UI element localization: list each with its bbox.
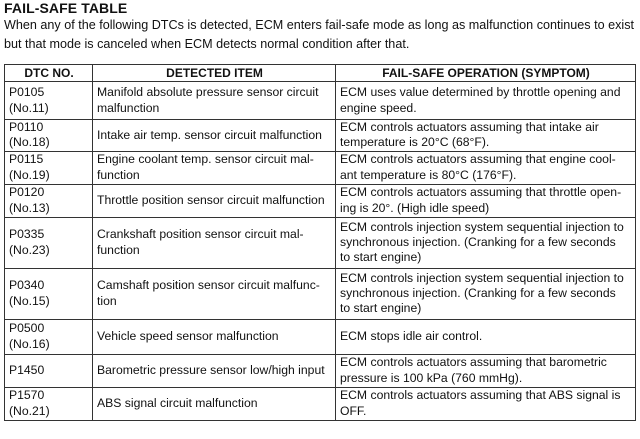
fail-safe-operation-line: engine speed.: [340, 100, 417, 115]
dtc-code: P0120: [9, 185, 45, 200]
table-row: [5, 354, 636, 387]
dtc-cell: [5, 354, 93, 387]
dtc-code: P0115: [9, 152, 44, 167]
dtc-code: P0500: [9, 321, 45, 336]
dtc-code: P0105: [9, 85, 45, 100]
fail-safe-operation-line: ECM controls actuators assuming that throttle open-: [340, 185, 622, 200]
fail-safe-operation-line: ECM controls actuators assuming that ABS signal is: [340, 388, 621, 403]
detected-item-cell: [93, 354, 336, 387]
fail-safe-operation-cell: [336, 354, 636, 387]
fail-safe-table: [4, 64, 636, 421]
detected-item-cell: [93, 82, 336, 120]
detected-item-cell: [93, 268, 336, 319]
fail-safe-operation-line: pressure is 100 kPa (760 mmHg).: [340, 370, 523, 385]
fail-safe-operation-line: ECM stops idle air control.: [340, 328, 483, 343]
fail-safe-operation-line: ECM controls actuators assuming that intake air: [340, 120, 599, 134]
detected-item-cell: [93, 184, 336, 217]
intro-line: When any of the following DTCs is detected, ECM enters fail-safe mode as long as malfunction continues to exist: [4, 18, 634, 32]
dtc-number: (No.16): [9, 336, 50, 351]
detected-item-line: Throttle position sensor circuit malfunction: [97, 192, 325, 207]
detected-item-line: Intake air temp. sensor circuit malfunction: [97, 127, 322, 142]
fail-safe-operation-cell: [336, 184, 636, 217]
detected-item-cell: [93, 217, 336, 268]
table-body: [5, 82, 636, 421]
fail-safe-operation-line: ECM controls injection system sequential injection to: [340, 270, 624, 285]
table-row: [5, 82, 636, 120]
detected-item-line: Engine coolant temp. sensor circuit mal-: [97, 152, 314, 167]
fail-safe-operation-cell: [336, 217, 636, 268]
dtc-code: P0340: [9, 278, 45, 293]
dtc-number: (No.11): [9, 100, 49, 115]
table-row: [5, 184, 636, 217]
detected-item-line: ABS signal circuit malfunction: [97, 395, 258, 410]
dtc-number: (No.23): [9, 242, 50, 257]
fail-safe-operation-line: ECM controls actuators assuming that barometric: [340, 355, 607, 370]
intro-line: but that mode is canceled when ECM detects normal condition after that.: [4, 37, 410, 51]
header-dtc-no: DTC NO.: [5, 65, 93, 82]
detected-item-line: Crankshaft position sensor circuit mal-: [97, 227, 304, 242]
fail-safe-operation-cell: [336, 387, 636, 420]
detected-item-line: Manifold absolute pressure sensor circuit: [97, 85, 319, 100]
dtc-number: (No.21): [9, 403, 50, 418]
fail-safe-operation-line: synchronous injection. (Cranking for a few seconds: [340, 285, 616, 300]
fail-safe-operation-line: to start engine): [340, 250, 422, 265]
fail-safe-operation-cell: [336, 120, 636, 152]
dtc-cell: [5, 217, 93, 268]
fail-safe-operation-line: ECM uses value determined by throttle opening and: [340, 85, 621, 100]
dtc-cell: [5, 120, 93, 152]
dtc-number: (No.13): [9, 200, 50, 215]
dtc-number: (No.15): [9, 293, 50, 308]
dtc-cell: [5, 184, 93, 217]
detected-item-line: Camshaft position sensor circuit malfunc-: [97, 278, 320, 293]
page-title: FAIL-SAFE TABLE: [4, 0, 128, 16]
table-row: [5, 319, 636, 354]
detected-item-cell: [93, 151, 336, 184]
header-detected-item: DETECTED ITEM: [93, 65, 336, 82]
detected-item-line: tion: [97, 293, 117, 308]
intro-paragraph: [4, 16, 638, 54]
fail-safe-operation-line: OFF.: [340, 403, 367, 418]
table-row: [5, 151, 636, 184]
header-fail-safe-operation: FAIL-SAFE OPERATION (SYMPTOM): [336, 65, 636, 82]
dtc-code: P0335: [9, 227, 45, 242]
dtc-cell: [5, 82, 93, 120]
fail-safe-operation-line: ECM controls actuators assuming that engine cool-: [340, 152, 616, 167]
table-row: [5, 217, 636, 268]
detected-item-line: malfunction: [97, 100, 160, 115]
fail-safe-operation-line: ing is 20°. (High idle speed): [340, 200, 490, 215]
detected-item-line: Barometric pressure sensor low/high input: [97, 362, 325, 377]
fail-safe-operation-cell: [336, 151, 636, 184]
dtc-code: P1450: [9, 362, 45, 377]
fail-safe-operation-line: ant temperature is 80°C (176°F).: [340, 167, 517, 182]
fail-safe-operation-cell: [336, 82, 636, 120]
dtc-cell: [5, 387, 93, 420]
detected-item-cell: [93, 319, 336, 354]
detected-item-line: function: [97, 167, 140, 182]
dtc-code: P1570: [9, 388, 45, 403]
fail-safe-operation-cell: [336, 319, 636, 354]
table-row: [5, 268, 636, 319]
table-header-row: [5, 65, 636, 82]
detected-item-cell: [93, 120, 336, 152]
table-row: [5, 387, 636, 420]
detected-item-cell: [93, 387, 336, 420]
dtc-cell: [5, 151, 93, 184]
detected-item-line: Vehicle speed sensor malfunction: [97, 328, 279, 343]
fail-safe-operation-line: synchronous injection. (Cranking for a few seconds: [340, 234, 616, 249]
detected-item-line: function: [97, 242, 140, 257]
fail-safe-operation-line: to start engine): [340, 301, 422, 316]
dtc-number: (No.19): [9, 167, 50, 182]
table-row: [5, 120, 636, 152]
fail-safe-operation-cell: [336, 268, 636, 319]
dtc-cell: [5, 268, 93, 319]
dtc-cell: [5, 319, 93, 354]
fail-safe-operation-line: ECM controls injection system sequential injection to: [340, 219, 624, 234]
dtc-code: P0110: [9, 120, 44, 134]
fail-safe-operation-line: temperature is 20°C (68°F).: [340, 135, 490, 150]
dtc-number: (No.18): [9, 135, 50, 150]
